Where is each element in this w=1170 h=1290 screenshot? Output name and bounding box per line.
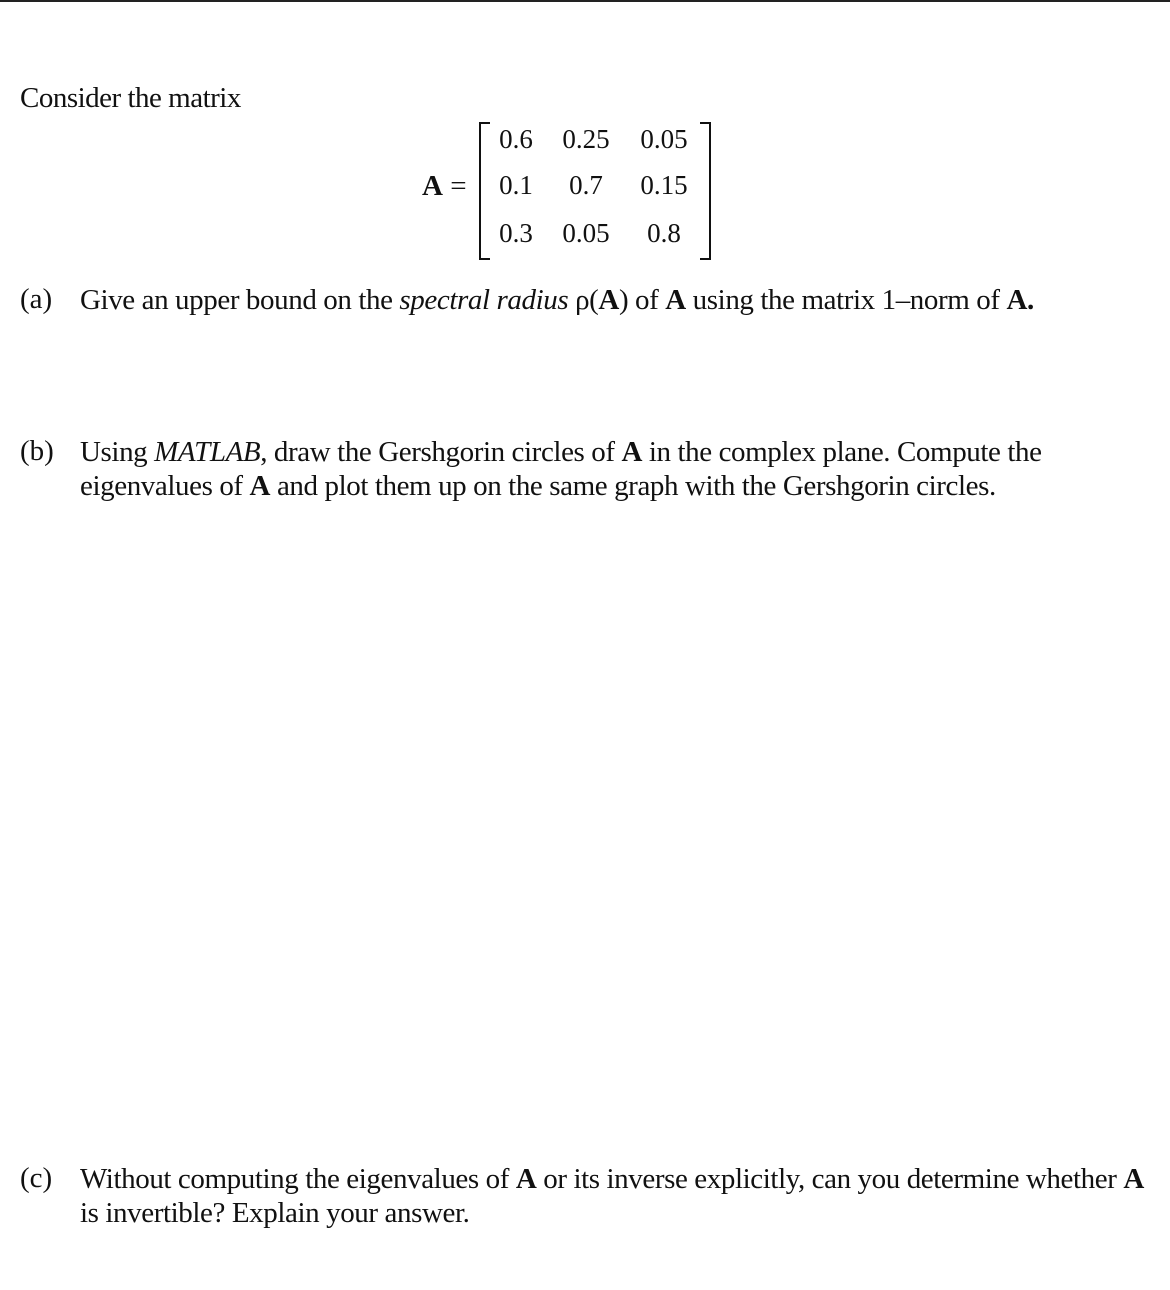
question-c-part: Without computing the eigenvalues of xyxy=(80,1163,516,1195)
question-a-part: Give an upper bound on the xyxy=(80,284,400,316)
matrix-lhs xyxy=(422,170,467,203)
question-a-text xyxy=(80,283,1150,317)
question-b-label: (b) xyxy=(20,435,54,467)
question-a-label: (a) xyxy=(20,283,53,315)
matrix-ref: A xyxy=(621,436,643,468)
matrix-ref: A xyxy=(515,1163,537,1195)
matrix-ref: A xyxy=(1123,1163,1144,1195)
question-c-text xyxy=(80,1162,1150,1230)
matrix-cell-2-3: 0.15 xyxy=(640,170,688,200)
intro-text: Consider the matrix xyxy=(20,82,241,114)
question-b-text xyxy=(80,435,1150,503)
matrix-cell-2-2: 0.7 xyxy=(569,170,603,200)
question-c-label: (c) xyxy=(20,1162,53,1194)
matrix-cell-3-1: 0.3 xyxy=(499,218,533,248)
matrix-cell-3-3: 0.8 xyxy=(647,218,681,248)
matrix-a xyxy=(479,122,711,258)
question-c-part: or its inverse explicitly, can you determine whether xyxy=(536,1163,1124,1195)
matrix-cell-1-1: 0.6 xyxy=(499,124,533,154)
question-a-part: using the matrix 1–norm of xyxy=(685,284,1007,316)
question-c-part: is invertible? Explain your answer. xyxy=(80,1197,470,1229)
matrix-ref: A. xyxy=(1006,284,1034,316)
question-a-part: ρ( xyxy=(568,284,599,316)
right-bracket xyxy=(700,122,711,260)
question-b-part: Using xyxy=(80,436,155,468)
matrix-cell-1-2: 0.25 xyxy=(562,124,610,154)
matlab-term: MATLAB xyxy=(154,436,261,468)
matrix-ref: A xyxy=(665,284,686,316)
question-b-part: in the complex plane. Compute the eigenvalues of xyxy=(80,436,1042,502)
matrix-cell-3-2: 0.05 xyxy=(562,218,610,248)
question-b-part: and plot them up on the same graph with the Gershgorin circles. xyxy=(270,470,996,502)
matrix-cell-1-3: 0.05 xyxy=(640,124,688,154)
matrix-symbol: A xyxy=(422,170,443,202)
equals-sign: = xyxy=(442,170,467,202)
spectral-radius-term: spectral radius xyxy=(399,284,569,316)
matrix-cell-2-1: 0.1 xyxy=(499,170,533,200)
question-a-part: ) of xyxy=(618,284,666,316)
top-border-line xyxy=(0,0,1170,2)
question-b-part: , draw the Gershgorin circles of xyxy=(260,436,622,468)
matrix-ref: A xyxy=(598,284,619,316)
matrix-ref: A xyxy=(249,470,271,502)
